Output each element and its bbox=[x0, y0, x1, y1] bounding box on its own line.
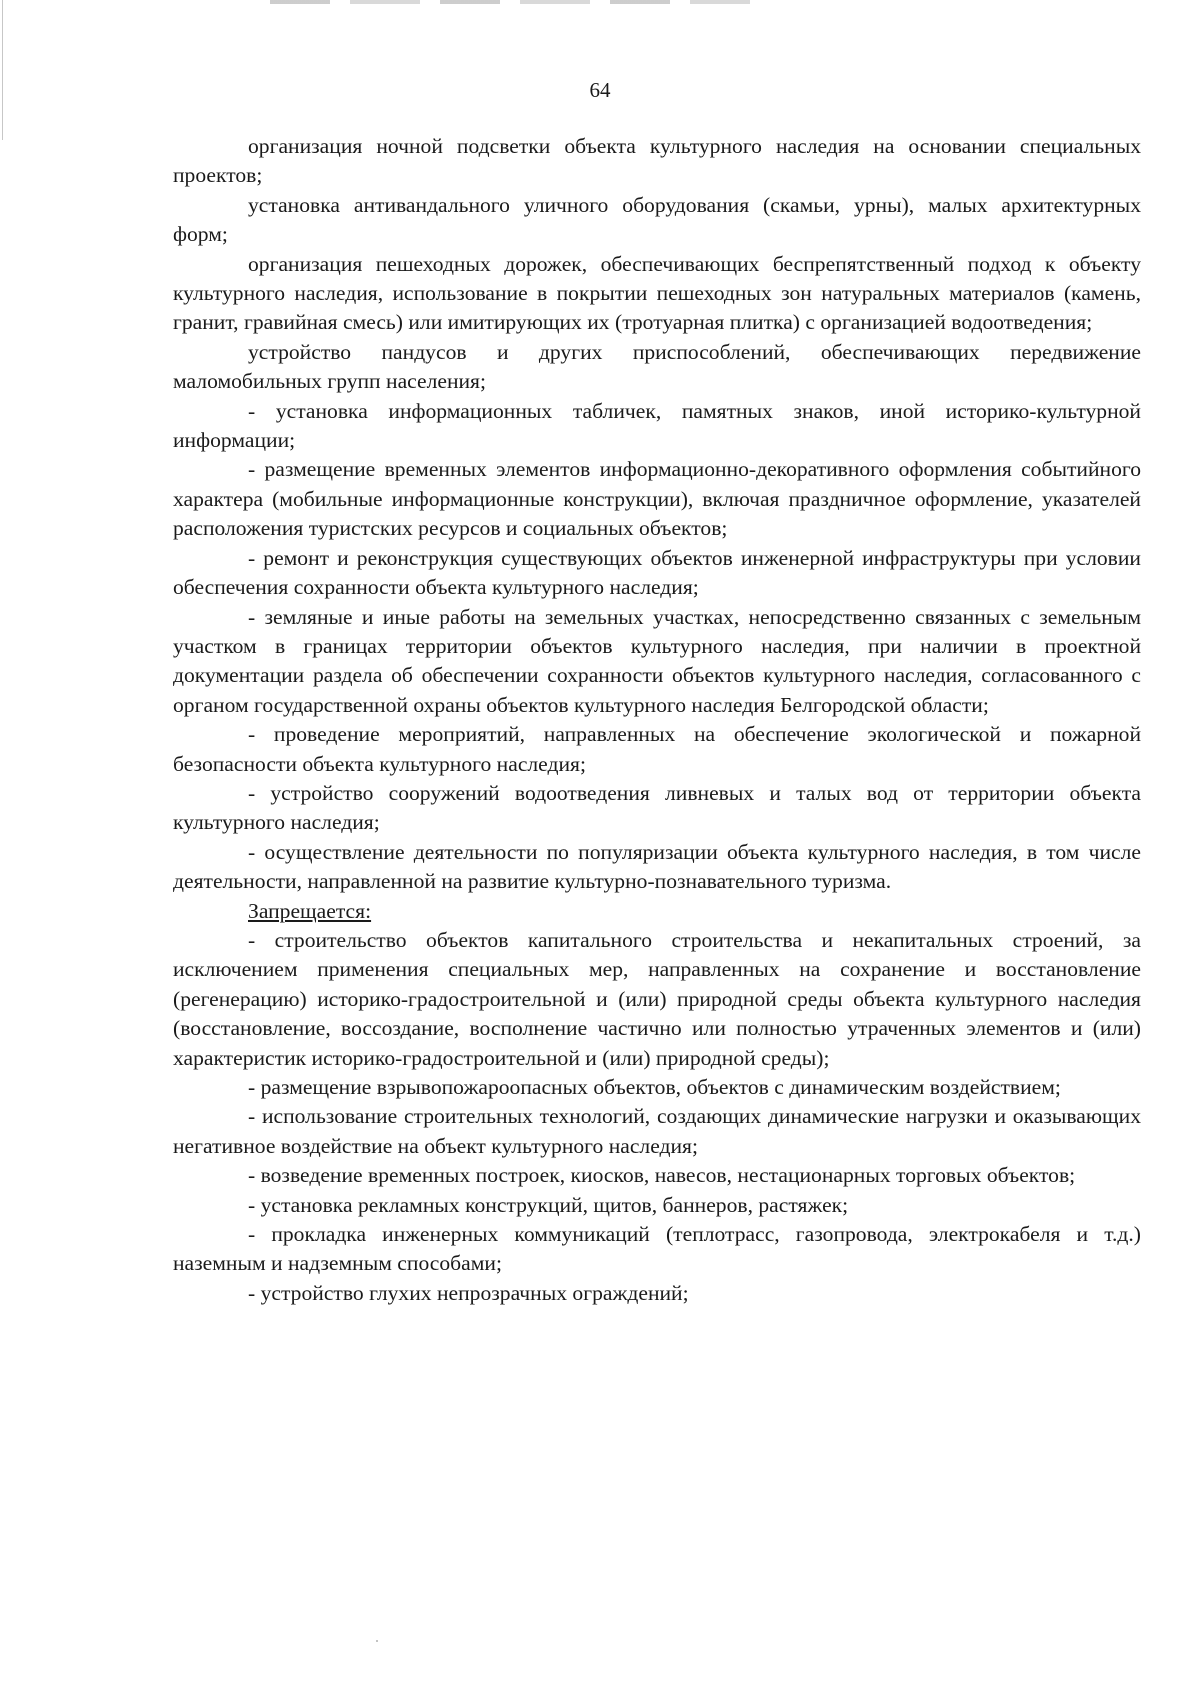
paragraph-antivandal-equipment: установка антивандального уличного оборудования (скамьи, урны), малых архитектурных форм; bbox=[173, 192, 1141, 247]
prohibited-item-advertising: - установка рекламных конструкций, щитов, баннеров, растяжек; bbox=[248, 1192, 849, 1217]
paragraph-pedestrian-paths: организация пешеходных дорожек, обеспечивающих беспрепятственный подход к объекту культурного наследия, использование в покрытии пешеходных зон натуральных материалов (камень, гранит, гравийная смесь) или имитирующих их (тротуарная плитка) с организацией водоотведения; bbox=[173, 251, 1141, 335]
prohibited-item-dynamic-loads: - использование строительных технологий, создающих динамические нагрузки и оказывающих негативное воздействие на объект культурного наследия; bbox=[173, 1104, 1141, 1158]
prohibited-item-explosive: - размещение взрывопожароопасных объектов, объектов с динамическим воздействием; bbox=[248, 1075, 1061, 1099]
paragraph-ramps: устройство пандусов и других приспособлений, обеспечивающих передвижение маломобильных групп населения; bbox=[173, 339, 1141, 394]
paragraph-info-signs: - установка информационных табличек, памятных знаков, иной историко-культурной информации; bbox=[173, 398, 1141, 453]
prohibited-item-temporary-buildings: - возведение временных построек, киосков, навесов, нестационарных торговых объектов; bbox=[248, 1163, 1076, 1188]
prohibited-heading-text: Запрещается: bbox=[248, 898, 372, 923]
paragraph-night-lighting: организация ночной подсветки объекта культурного наследия на основании специальных проектов; bbox=[173, 134, 1141, 188]
scan-speck bbox=[376, 1640, 378, 1642]
paragraph-temporary-decor: - размещение временных элементов информационно-декоративного оформления событийного характера (мобильные информационные конструкции), включая праздничное оформление, указателей расположения туристских ресурсов и социальных объектов; bbox=[173, 457, 1141, 541]
paragraph-infrastructure-repair: - ремонт и реконструкция существующих объектов инженерной инфраструктуры при условии обеспечения сохранности объекта культурного наследия; bbox=[173, 545, 1141, 600]
prohibited-item-utilities: - прокладка инженерных коммуникаций (теплотрасс, газопровода, электрокабеля и т.д.) наземным и надземным способами; bbox=[173, 1222, 1141, 1276]
paragraph-earthworks: - земляные и иные работы на земельных участках, непосредственно связанных с земельным участком в границах территории объектов культурного наследия, при наличии в проектной документации раздела об обеспечении сохранности объектов культурного наследия, согласованного с органом государственной охраны объектов культурного наследия Белгородской области; bbox=[173, 604, 1141, 717]
page-number: 64 bbox=[589, 78, 611, 102]
document-body bbox=[173, 132, 1141, 1308]
paragraph-drainage: - устройство сооружений водоотведения ливневых и талых вод от территории объекта культурного наследия; bbox=[173, 780, 1141, 835]
prohibited-heading bbox=[173, 897, 1141, 926]
paragraph-popularization: - осуществление деятельности по популяризации объекта культурного наследия, в том числе деятельности, направленной на развитие культурно-познавательного туризма. bbox=[173, 839, 1141, 894]
prohibited-item-fences: - устройство глухих непрозрачных ограждений; bbox=[248, 1280, 689, 1305]
prohibited-item-construction: - строительство объектов капитального строительства и некапитальных строений, за исключением применения специальных мер, направленных на сохранение и восстановление (регенерацию) историко-градостроительной и (или) природной среды объекта культурного наследия (восстановление, воссоздание, восполнение частично или полностью утраченных элементов и (или) характеристик историко-градостроительной и (или) природной среды); bbox=[173, 927, 1141, 1070]
scan-artifact-top bbox=[270, 0, 750, 4]
paragraph-safety-measures: - проведение мероприятий, направленных на обеспечение экологической и пожарной безопасности объекта культурного наследия; bbox=[173, 722, 1141, 776]
scan-artifact-left bbox=[2, 0, 3, 140]
